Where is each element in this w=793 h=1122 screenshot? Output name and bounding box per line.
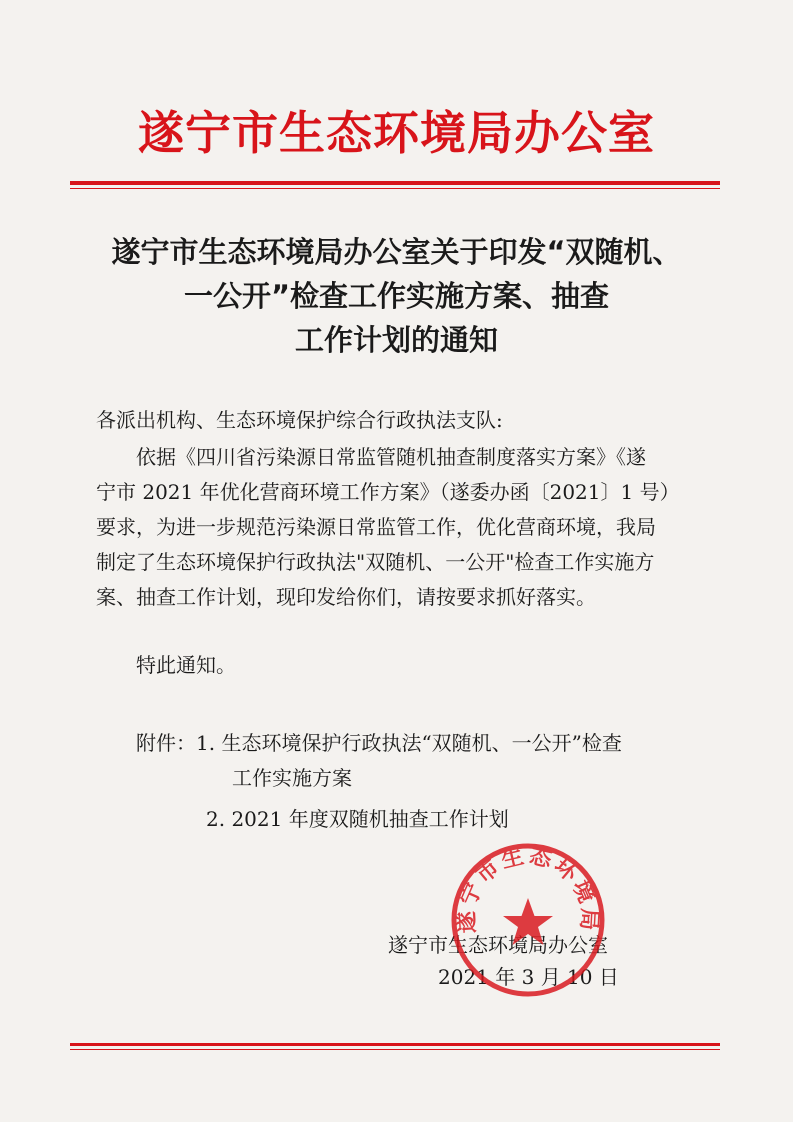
footer-divider-thin: [70, 1049, 720, 1050]
closing-text: 特此通知。: [136, 653, 236, 677]
footer-divider-thick: [70, 1043, 720, 1046]
attachments-block: [96, 726, 716, 837]
org-header-title: 遂宁市生态环境局办公室: [138, 106, 655, 160]
body-paragraph: [96, 440, 716, 615]
body-line: 要求，为进一步规范污染源日常监管工作，优化营商环境，我局: [96, 515, 656, 539]
sender-name: 遂宁市生态环境局办公室: [388, 933, 608, 957]
document-title-line: 遂宁市生态环境局办公室关于印发“双随机、: [111, 235, 682, 269]
body-line: 案、抽查工作计划，现印发给你们，请按要求抓好落实。: [96, 585, 596, 609]
header-divider-thin: [70, 188, 720, 189]
star-icon: [503, 898, 553, 945]
attachment-item: 附件：1. 生态环境保护行政执法“双随机、一公开”检查: [136, 731, 622, 755]
body-line: 宁市 2021 年优化营商环境工作方案》（遂委办函〔2021〕1 号）: [96, 480, 680, 504]
body-line: 依据《四川省污染源日常监管随机抽查制度落实方案》《遂: [136, 445, 646, 469]
document-title-line: 工作计划的通知: [294, 323, 498, 357]
document-title: [40, 230, 753, 362]
header-divider-thick: [70, 181, 720, 185]
seal-text: 遂宁市生态环境局: [454, 843, 602, 934]
attachment-item: 2. 2021 年度双随机抽查工作计划: [206, 807, 509, 831]
issue-date: 2021 年 3 月 10 日: [438, 965, 619, 989]
salutation: 各派出机构、生态环境保护综合行政执法支队:: [96, 408, 503, 432]
document-title-line: 一公开”检查工作实施方案、抽查: [183, 279, 610, 313]
attachment-item-continuation: 工作实施方案: [232, 766, 352, 790]
official-seal: [448, 840, 608, 1000]
body-line: 制定了生态环境保护行政执法"双随机、一公开"检查工作实施方: [96, 550, 655, 574]
